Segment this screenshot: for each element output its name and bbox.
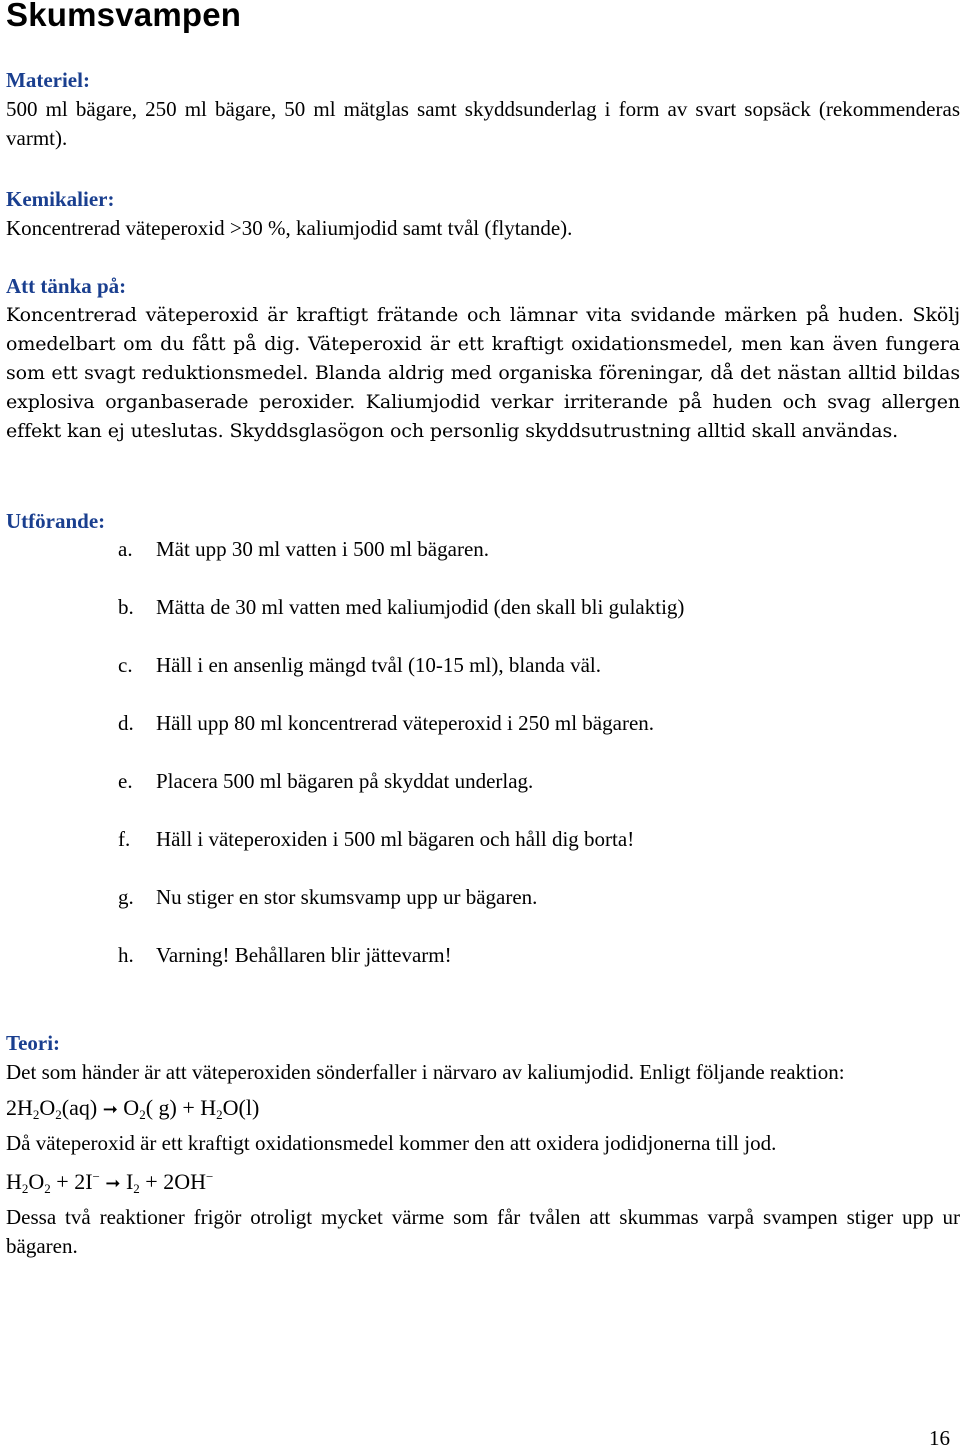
att-tanka-text: Koncentrerad väteperoxid är kraftigt frätande och lämnar vita svidande märken på huden. Skölj omedelbart om du fått på dig. Väteperoxid är ett kraftigt oxidationsmedel, men kan även fungera som ett svagt reduktionsmedel. Blanda aldrig med organiska föreningar, då det nästan alltid bildas explosiva organbaserade peroxider. Kaliumjodid verkar irriterande på huden och svag allergen effekt kan ej uteslutas. Skyddsglasögon och personlig skyddsutrustning alltid skall användas. xyxy=(6,304,960,442)
kemikalier-section xyxy=(6,185,960,243)
reaction-arrow-icon: ➞ xyxy=(102,1099,118,1120)
materiel-text: 500 ml bägare, 250 ml bägare, 50 ml mätglas samt skyddsunderlag i form av svart sopsäck (rekommenderas varmt). xyxy=(6,97,960,150)
reaction-equation-2: $H_2O_2 + 2I^-$ ➞ $I_2 + 2OH^-$ xyxy=(6,1169,214,1196)
teori-outro: Dessa två reaktioner frigör otroligt mycket värme som får tvålen att skummas varpå svampen stiger upp ur bägaren. xyxy=(6,1205,960,1258)
reaction-equation-1: $2H_2O_2(aq)$ ➞ $O_2$( $g) + H_2O(l)$ xyxy=(6,1095,260,1122)
list-item: d. Häll upp 80 ml koncentrerad väteperoxid i 250 ml bägaren. xyxy=(118,711,655,735)
page-number: 16 xyxy=(929,1426,950,1450)
materiel-section xyxy=(6,66,960,153)
teori-middle: Då väteperoxid är ett kraftigt oxidationsmedel kommer den att oxidera jodidjonerna till jod. xyxy=(6,1131,777,1155)
list-item: g. Nu stiger en stor skumsvamp upp ur bägaren. xyxy=(118,885,538,909)
teori-intro: Det som händer är att väteperoxiden sönderfaller i närvaro av kaliumjodid. Enligt följande reaktion: xyxy=(6,1060,845,1084)
list-item: b. Mätta de 30 ml vatten med kaliumjodid (den skall bli gulaktig) xyxy=(118,595,685,619)
utforande-heading: Utförande: xyxy=(6,509,106,533)
page-title: Skumsvampen xyxy=(6,0,242,33)
list-item: c. Häll i en ansenlig mängd tvål (10-15 ml), blanda väl. xyxy=(118,653,601,677)
teori-heading: Teori: xyxy=(6,1031,61,1055)
list-item: a. Mät upp 30 ml vatten i 500 ml bägaren. xyxy=(118,537,490,561)
att-tanka-heading: Att tänka på: xyxy=(6,274,127,298)
utforande-section xyxy=(6,507,960,536)
list-item: f. Häll i väteperoxiden i 500 ml bägaren och håll dig borta! xyxy=(118,827,635,851)
reaction-arrow-icon: ➞ xyxy=(105,1173,121,1194)
kemikalier-text: Koncentrerad väteperoxid >30 %, kaliumjodid samt tvål (flytande). xyxy=(6,216,573,240)
att-tanka-section xyxy=(6,272,960,446)
kemikalier-heading: Kemikalier: xyxy=(6,187,115,211)
materiel-heading: Materiel: xyxy=(6,68,90,92)
list-item: h. Varning! Behållaren blir jättevarm! xyxy=(118,943,452,967)
list-item: e. Placera 500 ml bägaren på skyddat underlag. xyxy=(118,769,534,793)
teori-section xyxy=(6,1029,960,1261)
